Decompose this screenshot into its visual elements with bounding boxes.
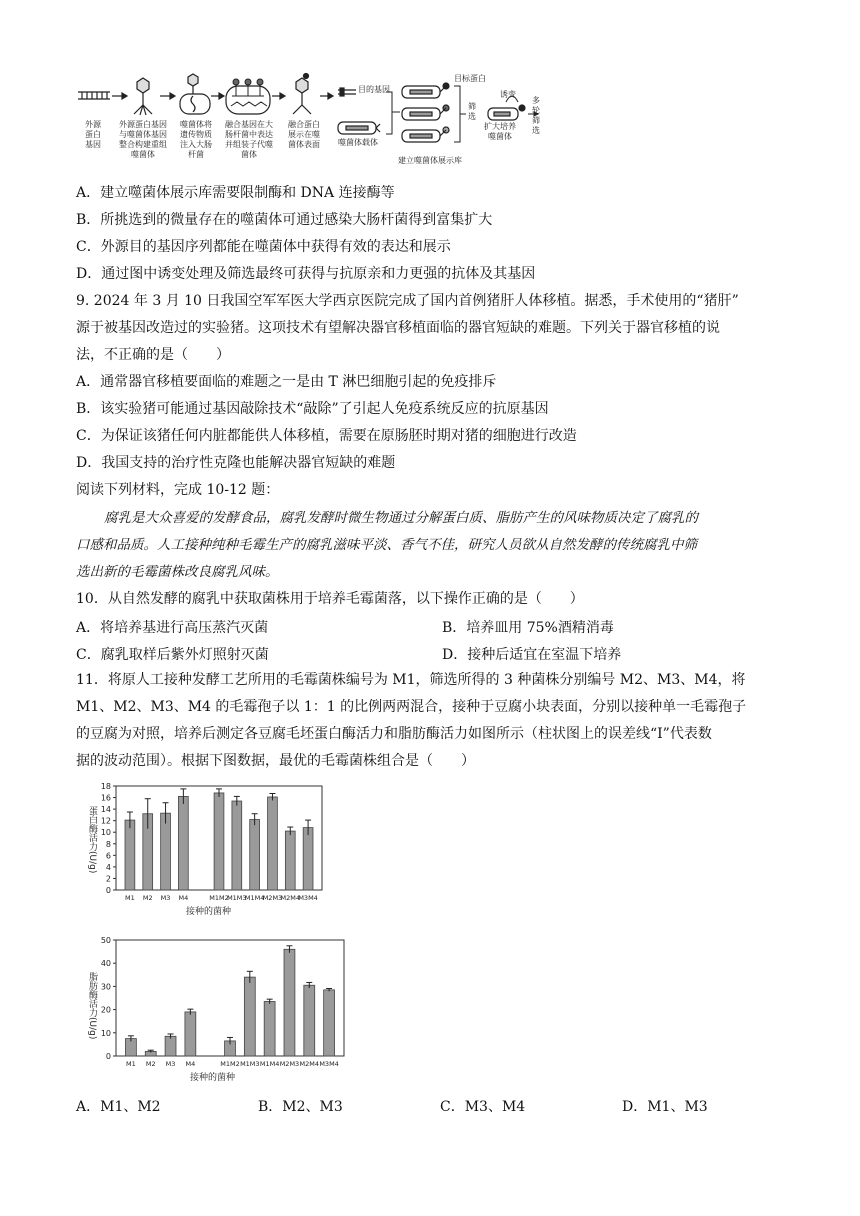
q8-option-d: D．通过图中诱变处理及筛选最终可获得与抗原亲和力更强的抗体及其基因: [76, 266, 536, 282]
bar-M3: [165, 1036, 176, 1056]
q8-option-c: C．外源目的基因序列都能在噬菌体中获得有效的表达和展示: [76, 239, 451, 255]
y-tick-label: 0: [105, 886, 111, 895]
bar-M1M3: [232, 801, 242, 890]
x-tick-label: M1M2: [220, 1060, 240, 1068]
x-tick-label: M1M2: [209, 894, 229, 902]
bar-M1M4: [264, 1001, 275, 1056]
q9-stem-line-1: 9. 2024 年 3 月 10 日我国空军军医大学西京医院完成了国内首例猪肝人体移植。据悉，手术使用的“猪肝”: [76, 293, 739, 309]
y-tick-label: 40: [100, 959, 111, 969]
q11-option-b: B．M2、M3: [258, 1099, 343, 1115]
q11-option-c: C．M3、M4: [440, 1099, 526, 1115]
bar-M1: [125, 820, 135, 890]
y-tick-label: 10: [100, 1028, 111, 1038]
label-target-gene: 目的基因: [358, 85, 390, 94]
q10-option-a: A．将培养基进行高压蒸汽灭菌: [76, 620, 269, 636]
q9-option-c: C．为保证该猪任何内脏都能供人体移植，需要在原肠胚时期对猪的细胞进行改造: [76, 428, 577, 444]
x-tick-label: M2M3: [279, 1060, 300, 1068]
bar-M3M4: [303, 828, 313, 890]
q8-option-a: A．建立噬菌体展示库需要限制酶和 DNA 连接酶等: [76, 185, 395, 201]
x-tick-label: M2M3: [262, 894, 283, 902]
q11-stem-line-1: 11．将原人工接种发酵工艺所用的毛霉菌株编号为 M1，筛选所得的 3 种菌株分别编号 M2、M3、M4，将: [76, 672, 746, 688]
phage-injecting-icon: [180, 74, 210, 114]
bar-M3M4: [324, 990, 335, 1056]
bar-M4: [185, 1012, 196, 1056]
phage-displaying-protein-icon: [293, 74, 311, 115]
caption-foreign-gene: 外源 蛋白 基因: [85, 120, 101, 149]
bar-M4: [178, 796, 188, 890]
x-tick-label: M1M4: [244, 894, 265, 902]
y-tick-label: 0: [105, 1052, 111, 1061]
bar-M2M4: [304, 985, 315, 1056]
q9-stem-line-2: 源于被基因改造过的实验猪。这项技术有望解决器官移植面临的器官短缺的难题。下列关于器官移植的说: [76, 320, 720, 336]
x-tick-label: M3: [160, 894, 171, 902]
q10-option-d: D．接种后适宜在室温下培养: [442, 647, 622, 663]
caption-express: 融合基因在大 肠杆菌中表达 并组装子代噬 菌体: [225, 120, 273, 159]
material-line-2: 口感和品质。人工接种纯种毛霉生产的腐乳滋味平淡、香气不佳，研究人员欲从自然发酵的传统腐乳中筛: [76, 537, 697, 553]
x-tick-label: M4: [185, 1060, 196, 1068]
q11-stem-line-4: 据的波动范围）。根据下图数据，最优的毛霉菌株组合是（ ）: [76, 753, 475, 769]
x-tick-label: M3M4: [319, 1060, 339, 1068]
protease-y-label: 蛋白酶活力(U/g): [87, 806, 97, 874]
q8-option-b: B．所挑选到的微量存在的噬菌体可通过感染大肠杆菌得到富集扩大: [76, 212, 493, 228]
q11-option-a: A．M1、M2: [76, 1099, 161, 1115]
bacterium-with-phages-icon: [226, 79, 270, 114]
x-tick-label: M1M4: [259, 1060, 280, 1068]
caption-recombine: 外源蛋白基因 与噬菌体基因 整合构建重组 噬菌体: [119, 120, 167, 159]
q11-stem-line-3: 的豆腐为对照，培养后测定各豆腐毛坯蛋白酶活力和脂肪酶活力如图所示（柱状图上的误差线“I”代表数: [76, 726, 712, 742]
x-tick-label: M3: [165, 1060, 176, 1068]
x-tick-label: M1M3: [227, 894, 247, 902]
y-tick-label: 10: [100, 828, 111, 838]
q10-stem: 10．从自然发酵的腐乳中获取菌株用于培养毛霉菌落，以下操作正确的是（ ）: [76, 591, 584, 607]
label-phage-vector: 噬菌体载体: [338, 138, 378, 147]
caption-display: 融合蛋白 展示在噬 菌体表面: [288, 120, 320, 149]
y-tick-label: 6: [105, 851, 111, 861]
x-tick-label: M2: [145, 1060, 156, 1068]
y-tick-label: 18: [100, 782, 111, 791]
x-tick-label: M2: [142, 894, 153, 902]
phage-display-figure: [76, 72, 546, 172]
x-tick-label: M1M3: [240, 1060, 260, 1068]
lipase-chart-svg: [86, 934, 356, 1086]
target-gene-icon: [338, 88, 356, 96]
q11-stem-line-2: M1、M2、M3、M4 的毛霉孢子以 1：1 的比例两两混合，接种于豆腐小块表面，分别以接种单一毛霉孢子: [76, 699, 747, 715]
x-tick-label: M2M4: [280, 894, 301, 902]
protease-x-label: 接种的菌种: [186, 907, 232, 917]
bar-M2M3: [268, 797, 278, 890]
bar-M1M2: [214, 793, 224, 890]
bar-M2M4: [285, 831, 295, 890]
label-expand: 扩大培养 噬菌体: [484, 122, 516, 141]
q10-option-b: B．培养皿用 75%酒精消毒: [442, 620, 614, 636]
label-multi-round: 多 轮 筛 选: [532, 96, 540, 135]
y-tick-label: 2: [105, 874, 111, 884]
y-tick-label: 50: [100, 936, 111, 945]
x-tick-label: M4: [178, 894, 189, 902]
lipase-activity-chart: [86, 934, 356, 1086]
bar-M1M3: [244, 977, 255, 1056]
lipase-x-label: 接种的菌种: [190, 1073, 236, 1083]
phage-library-icon: [402, 83, 449, 142]
protease-activity-chart: [86, 778, 356, 928]
label-library: 建立噬菌体展示库: [398, 156, 462, 165]
bar-M1M4: [250, 820, 260, 890]
x-tick-label: M1: [125, 894, 135, 902]
phage-icon: [134, 78, 152, 115]
q10-option-c: C．腐乳取样后紫外灯照射灭菌: [76, 647, 269, 663]
lipase-y-label: 脂肪酶活力(U/g): [87, 972, 97, 1040]
q9-stem-line-3: 法，不正确的是（ ）: [76, 347, 230, 363]
x-tick-label: M2M4: [299, 1060, 320, 1068]
selected-phage-icon: [488, 105, 525, 120]
y-tick-label: 16: [100, 793, 111, 803]
dna-strand-icon: [78, 92, 110, 99]
y-tick-label: 12: [100, 816, 111, 826]
y-tick-label: 14: [100, 805, 111, 815]
y-tick-label: 30: [100, 982, 111, 992]
q9-option-a: A．通常器官移植要面临的难题之一是由 T 淋巴细胞引起的免疫排斥: [76, 374, 497, 390]
material-line-3: 选出新的毛霉菌株改良腐乳风味。: [76, 564, 279, 580]
phage-vector-icon: [338, 122, 380, 134]
label-target-protein: 目标蛋白: [454, 74, 486, 83]
x-tick-label: M1: [126, 1060, 136, 1068]
y-tick-label: 4: [105, 862, 111, 872]
y-tick-label: 8: [105, 839, 111, 849]
material-line-1: 腐乳是大众喜爱的发酵食品，腐乳发酵时微生物通过分解蛋白质、脂肪产生的风味物质决定了腐乳的: [104, 510, 698, 526]
q9-option-b: B．该实验猪可能通过基因敲除技术“敲除”了引起人免疫系统反应的抗原基因: [76, 401, 549, 417]
q11-option-d: D．M1、M3: [622, 1099, 708, 1115]
label-mutate: 诱变: [500, 90, 516, 99]
y-tick-label: 20: [100, 1005, 111, 1015]
q9-option-d: D．我国支持的治疗性克隆也能解决器官短缺的难题: [76, 455, 396, 471]
reading-intro: 阅读下列材料，完成 10-12 题：: [76, 482, 280, 498]
caption-inject: 噬菌体将 遗传物质 注入大肠 杆菌: [180, 120, 212, 159]
bar-M3: [161, 813, 171, 890]
x-tick-label: M3M4: [298, 894, 318, 902]
label-screen: 筛 选: [468, 102, 476, 121]
bar-M2M3: [284, 949, 295, 1056]
